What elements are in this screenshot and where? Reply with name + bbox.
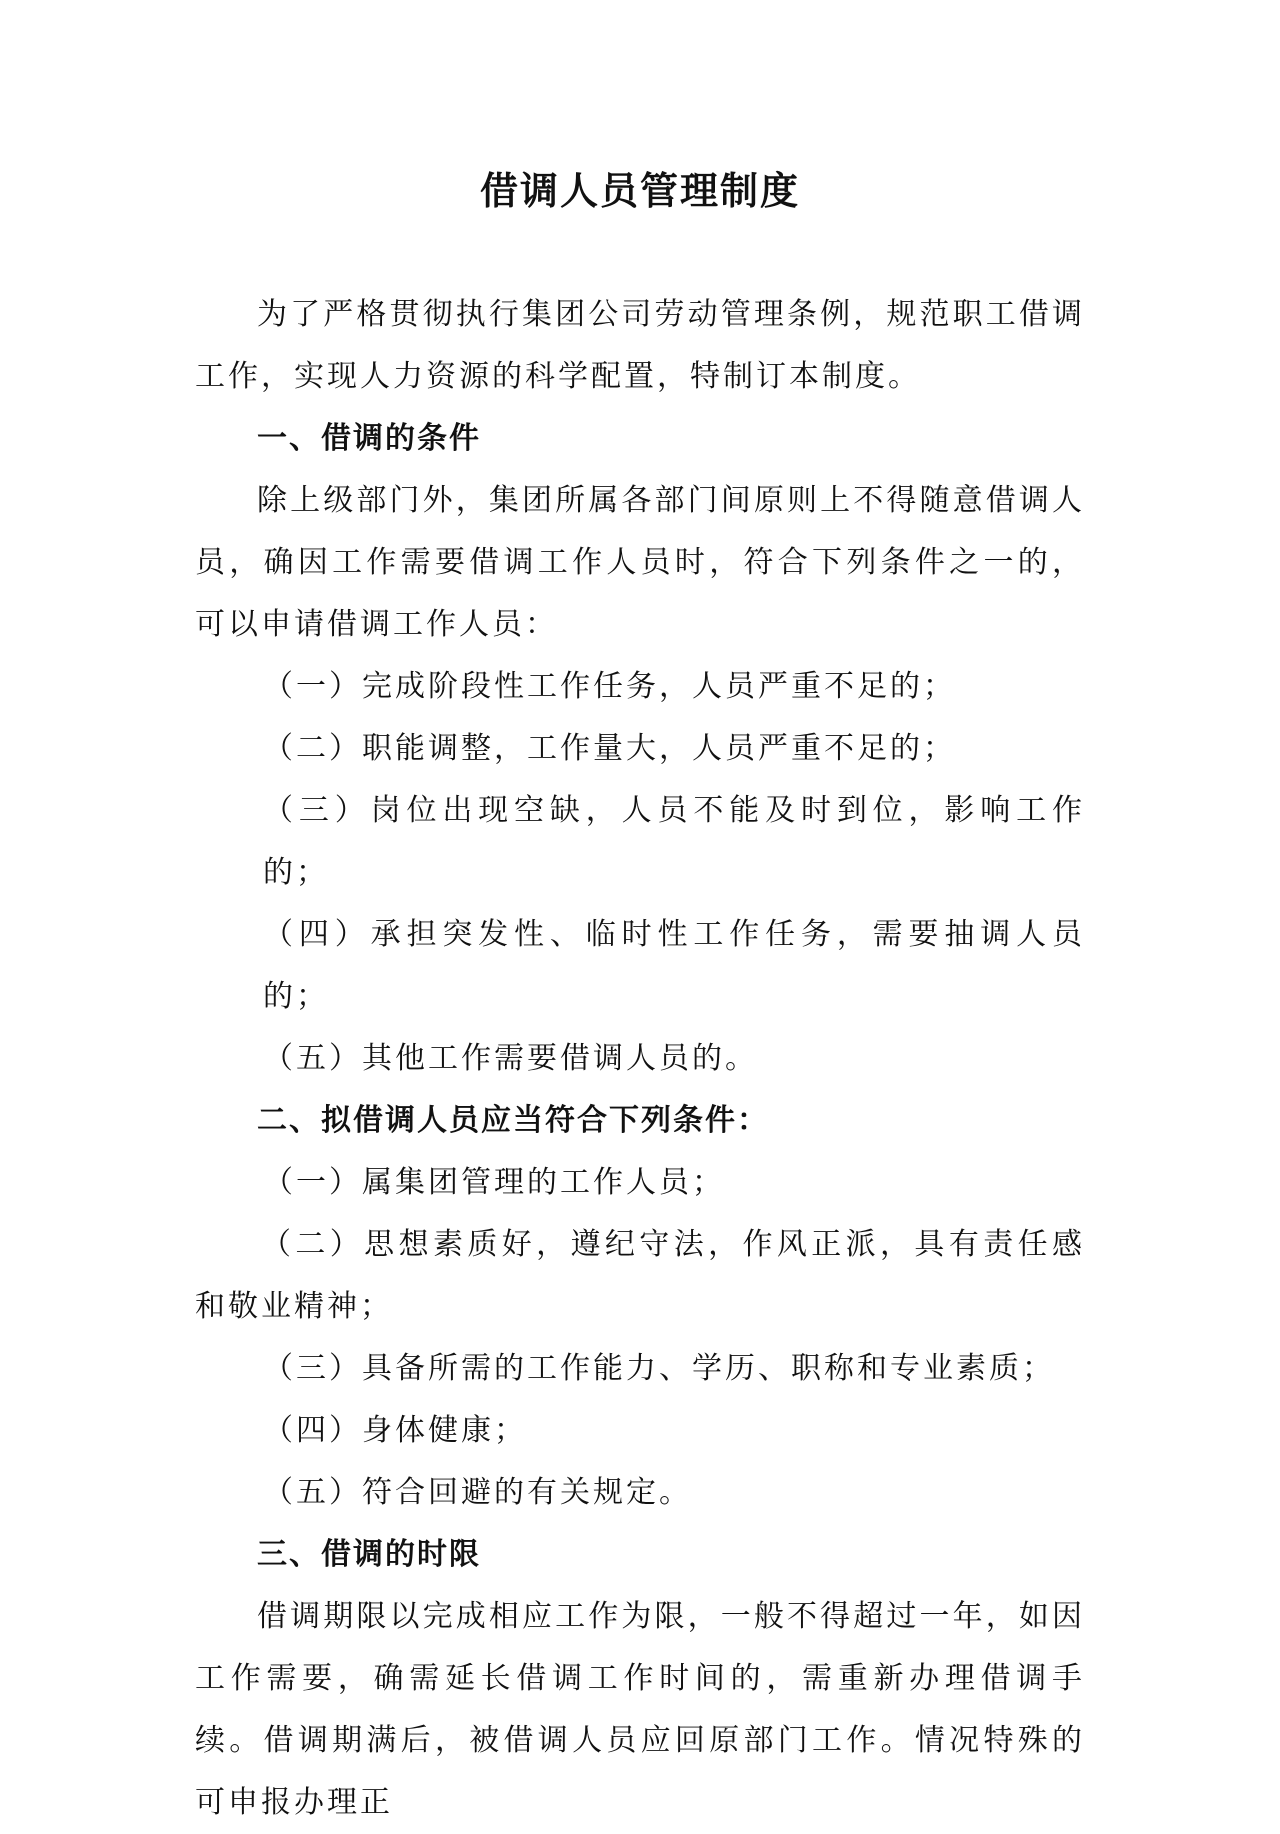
section-1-item: （四）承担突发性、临时性工作任务，需要抽调人员的；	[263, 917, 1085, 1014]
intro-paragraph: 为了严格贯彻执行集团公司劳动管理条例，规范职工借调工作，实现人力资源的科学配置，特制订本制度。	[195, 297, 1085, 394]
section-2-item: （四）身体健康；	[263, 1413, 527, 1448]
section-2-heading: 二、拟借调人员应当符合下列条件：	[257, 1103, 769, 1138]
section-1-heading: 一、借调的条件	[257, 421, 481, 456]
section-3-heading: 三、借调的时限	[257, 1537, 481, 1572]
document-title: 借调人员管理制度	[479, 169, 800, 213]
section-1-paragraph: 除上级部门外，集团所属各部门间原则上不得随意借调人员，确因工作需要借调工作人员时，符合下列条件之一的，可以申请借调工作人员：	[195, 483, 1085, 642]
section-1-item: （五）其他工作需要借调人员的。	[263, 1041, 758, 1076]
section-2-item: （三）具备所需的工作能力、学历、职称和专业素质；	[263, 1351, 1055, 1386]
section-3-paragraph: 借调期限以完成相应工作为限，一般不得超过一年，如因工作需要，确需延长借调工作时间的，需重新办理借调手续。借调期满后，被借调人员应回原部门工作。情况特殊的可申报办理正	[195, 1599, 1085, 1820]
section-2-item: （一）属集团管理的工作人员；	[263, 1165, 725, 1200]
section-2-item: （五）符合回避的有关规定。	[263, 1475, 692, 1510]
document-body	[195, 284, 1085, 1834]
section-1-item: （二）职能调整，工作量大，人员严重不足的；	[263, 731, 956, 766]
section-1-item: （三）岗位出现空缺，人员不能及时到位，影响工作的；	[263, 793, 1085, 890]
section-1-item: （一）完成阶段性工作任务，人员严重不足的；	[263, 669, 956, 704]
section-2-item: （二）思想素质好，遵纪守法，作风正派，具有责任感和敬业精神；	[195, 1227, 1085, 1324]
